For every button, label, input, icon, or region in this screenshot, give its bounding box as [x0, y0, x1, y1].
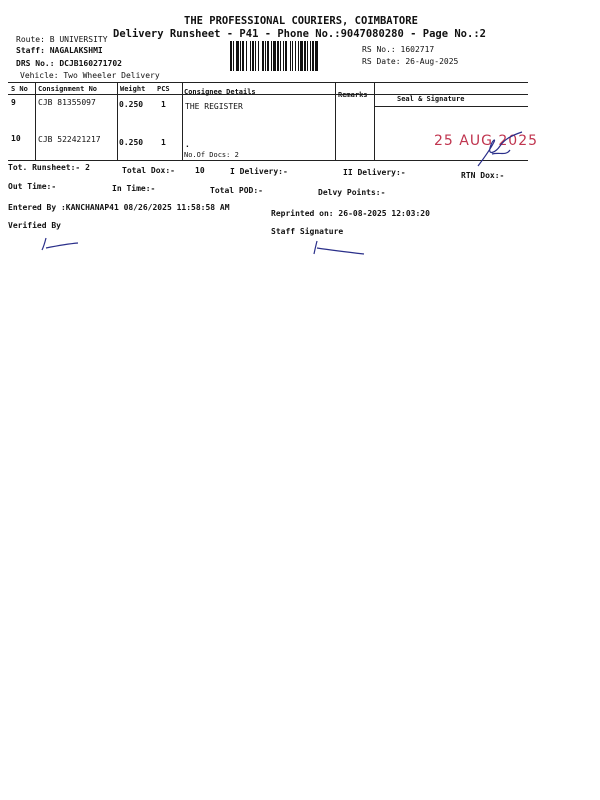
row1-consignment: CJB 81355097 — [38, 98, 96, 107]
row2-sno: 10 — [11, 134, 21, 143]
drs-number: DRS No.: DCJB160271702 — [16, 59, 122, 68]
total-pod: Total POD:- — [210, 186, 263, 195]
verifier-signature — [36, 234, 82, 254]
staff-signature-label: Staff Signature — [271, 227, 344, 236]
in-time: In Time:- — [112, 184, 156, 193]
table-bottom-line — [8, 160, 528, 161]
company-title: THE PROFESSIONAL COURIERS, COIMBATORE — [184, 15, 418, 27]
header-seal: Seal & Signature — [397, 95, 465, 103]
verified-by-label: Verified By — [8, 221, 61, 230]
rs-number: RS No.: 1602717 — [362, 45, 435, 54]
total-dox-label: Total Dox:- — [122, 166, 175, 175]
header-consignee: Consignee Details — [184, 88, 256, 96]
entered-by: Entered By :KANCHANAP41 08/26/2025 11:58:58 AM — [8, 203, 230, 212]
header-consignment: Consignment No — [38, 85, 98, 93]
col-divider — [335, 82, 336, 160]
header-pcs: PCS — [157, 85, 170, 93]
table-top-line — [8, 82, 528, 83]
header-weight: Weight — [120, 85, 146, 93]
row2-pcs: 1 — [161, 138, 166, 147]
staff-label: Staff: NAGALAKSHMI — [16, 46, 103, 55]
tot-runsheet: Tot. Runsheet:- 2 — [8, 163, 90, 172]
row2-docs-note: No.Of Docs: 2 — [184, 151, 239, 159]
row1-sno: 9 — [11, 98, 16, 107]
header-sno: S No — [11, 85, 28, 93]
barcode — [230, 41, 358, 71]
i-delivery: I Delivery:- — [230, 167, 288, 176]
reprinted-on: Reprinted on: 26-08-2025 12:03:20 — [271, 209, 430, 218]
rs-date: RS Date: 26-Aug-2025 — [362, 57, 459, 66]
row1-weight: 0.250 — [119, 100, 144, 109]
col-divider — [374, 82, 375, 160]
route-label: Route: B UNIVERSITY — [16, 35, 108, 44]
col-divider — [182, 82, 183, 160]
receiver-signature — [470, 128, 530, 174]
row1-consignee: THE REGISTER — [185, 102, 243, 111]
total-dox-value: 10 — [195, 166, 205, 175]
col-divider — [35, 82, 36, 160]
row2-weight: 0.250 — [119, 138, 144, 147]
date-stamp: 25 AUG 2025 — [434, 133, 539, 149]
header-remarks: Remarks — [338, 91, 368, 99]
seal-sub-line — [375, 106, 528, 107]
row2-consignee: . — [185, 140, 190, 149]
col-divider — [117, 82, 118, 160]
delvy-points: Delvy Points:- — [318, 188, 386, 197]
row2-consignment: CJB 522421217 — [38, 135, 101, 144]
rtn-dox: RTN Dox:- — [461, 171, 505, 180]
staff-signature — [308, 236, 368, 258]
vehicle-label: Vehicle: Two Wheeler Delivery — [20, 71, 160, 80]
runsheet-title: Delivery Runsheet - P41 - Phone No.:9047080280 - Page No.:2 — [113, 28, 486, 40]
ii-delivery: II Delivery:- — [343, 168, 406, 177]
out-time: Out Time:- — [8, 182, 57, 191]
row1-pcs: 1 — [161, 100, 166, 109]
